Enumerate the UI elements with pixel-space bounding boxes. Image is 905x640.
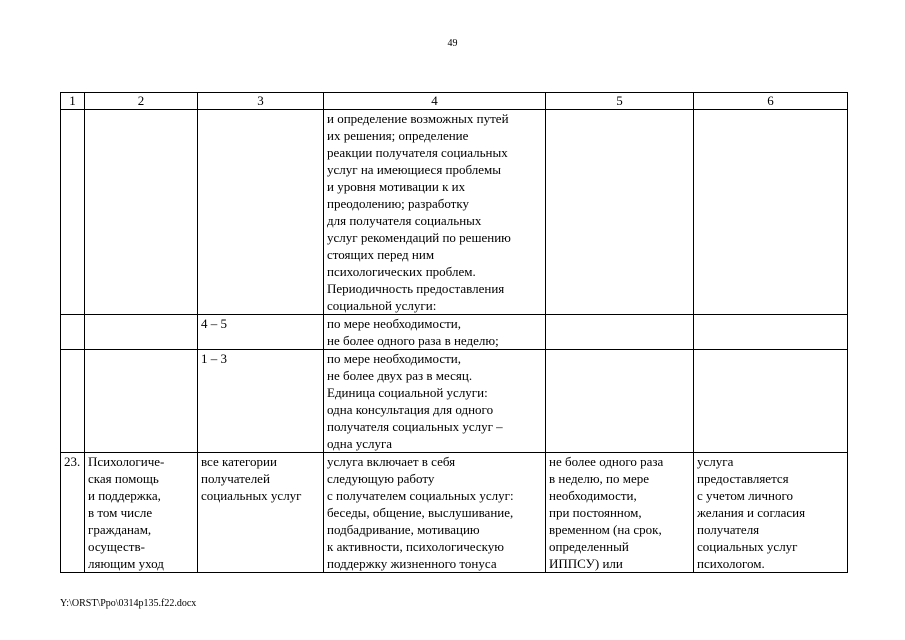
- cell-text-line: 23.: [64, 454, 81, 469]
- cell-text-line: преодолению; разработку: [327, 196, 469, 211]
- table-cell-c3: [198, 315, 324, 350]
- cell-text-line: к активности, психологическую: [327, 539, 504, 554]
- cell-text-line: получателя социальных услуг –: [327, 419, 503, 434]
- table-cell-c1: [61, 110, 85, 315]
- cell-text-line: психологических проблем.: [327, 264, 476, 279]
- column-header: 1: [61, 93, 85, 110]
- table-cell-c2: [85, 350, 198, 453]
- cell-text-line: Периодичность предоставления: [327, 281, 505, 296]
- table-cell-c1: [61, 315, 85, 350]
- cell-text-line: ляющим уход: [88, 556, 164, 571]
- cell-text-line: осуществ-: [88, 539, 145, 554]
- table-cell-c6: [694, 110, 848, 315]
- cell-text-line: по мере необходимости,: [327, 351, 461, 366]
- cell-text-line: стоящих перед ним: [327, 247, 435, 262]
- cell-text-line: социальной услуги:: [327, 298, 437, 313]
- table-cell-c3: [198, 110, 324, 315]
- table-row: [61, 110, 848, 315]
- cell-text-line: в том числе: [88, 505, 153, 520]
- cell-text-line: и определение возможных путей: [327, 111, 509, 126]
- cell-text-line: беседы, общение, выслушивание,: [327, 505, 514, 520]
- cell-text-line: по мере необходимости,: [327, 316, 461, 331]
- cell-text-line: 4 – 5: [201, 316, 227, 331]
- table-cell-c3: [198, 350, 324, 453]
- table-cell-c6: [694, 315, 848, 350]
- cell-text-line: 1 – 3: [201, 351, 227, 366]
- table-cell-c2: [85, 315, 198, 350]
- table-cell-c5: [546, 315, 694, 350]
- services-table: [60, 92, 848, 573]
- cell-text-line: одна консультация для одного: [327, 402, 494, 417]
- cell-text-line: услуг рекомендаций по решению: [327, 230, 511, 245]
- cell-text-line: не более двух раз в месяц.: [327, 368, 473, 383]
- cell-text-line: определенный: [549, 539, 629, 554]
- cell-text-line: подбадривание, мотивацию: [327, 522, 480, 537]
- table-row: [61, 350, 848, 453]
- cell-text-line: реакции получателя социальных: [327, 145, 508, 160]
- cell-text-line: одна услуга: [327, 436, 393, 451]
- table-cell-c5: [546, 350, 694, 453]
- page-number: 49: [447, 38, 458, 49]
- cell-text-line: ская помощь: [88, 471, 159, 486]
- table-row: [61, 315, 848, 350]
- cell-text-line: услуга включает в себя: [327, 454, 456, 469]
- cell-text-line: все категории: [201, 454, 277, 469]
- cell-text-line: получателей: [201, 471, 270, 486]
- table-cell-c2: [85, 110, 198, 315]
- cell-text-line: не более одного раза: [549, 454, 664, 469]
- table-cell-c1: [61, 453, 85, 573]
- cell-text-line: и поддержка,: [88, 488, 161, 503]
- cell-text-line: гражданам,: [88, 522, 152, 537]
- table-row: [61, 453, 848, 573]
- table-cell-c4: [324, 350, 546, 453]
- table-header-row: [61, 93, 848, 110]
- footer-file-path: Y:\ORST\Ppo\0314p135.f22.docx: [60, 598, 197, 609]
- cell-text-line: следующую работу: [327, 471, 435, 486]
- column-header: 6: [694, 93, 848, 110]
- cell-text-line: психологом.: [697, 556, 765, 571]
- cell-text-line: их решения; определение: [327, 128, 469, 143]
- cell-text-line: получателя: [697, 522, 760, 537]
- column-header: 4: [324, 93, 546, 110]
- cell-text-line: желания и согласия: [697, 505, 806, 520]
- cell-text-line: предоставляется: [697, 471, 789, 486]
- table-cell-c4: [324, 315, 546, 350]
- table-cell-c5: [546, 453, 694, 573]
- cell-text-line: не более одного раза в неделю;: [327, 333, 499, 348]
- cell-text-line: поддержку жизненного тонуса: [327, 556, 497, 571]
- cell-text-line: с получателем социальных услуг:: [327, 488, 514, 503]
- table-cell-c3: [198, 453, 324, 573]
- cell-text-line: услуг на имеющиеся проблемы: [327, 162, 502, 177]
- cell-text-line: временном (на срок,: [549, 522, 662, 537]
- cell-text-line: при постоянном,: [549, 505, 642, 520]
- cell-text-line: и уровня мотивации к их: [327, 179, 466, 194]
- cell-text-line: социальных услуг: [697, 539, 798, 554]
- column-header: 2: [85, 93, 198, 110]
- table-cell-c4: [324, 453, 546, 573]
- table-cell-c5: [546, 110, 694, 315]
- table-cell-c6: [694, 453, 848, 573]
- cell-text-line: Психологиче-: [88, 454, 165, 469]
- cell-text-line: необходимости,: [549, 488, 637, 503]
- table-cell-c1: [61, 350, 85, 453]
- cell-text-line: услуга: [697, 454, 734, 469]
- cell-text-line: ИППСУ) или: [549, 556, 623, 571]
- table-cell-c2: [85, 453, 198, 573]
- cell-text-line: социальных услуг: [201, 488, 302, 503]
- cell-text-line: с учетом личного: [697, 488, 794, 503]
- table-cell-c4: [324, 110, 546, 315]
- column-header: 3: [198, 93, 324, 110]
- column-header: 5: [546, 93, 694, 110]
- cell-text-line: для получателя социальных: [327, 213, 482, 228]
- cell-text-line: Единица социальной услуги:: [327, 385, 488, 400]
- table-cell-c6: [694, 350, 848, 453]
- cell-text-line: в неделю, по мере: [549, 471, 650, 486]
